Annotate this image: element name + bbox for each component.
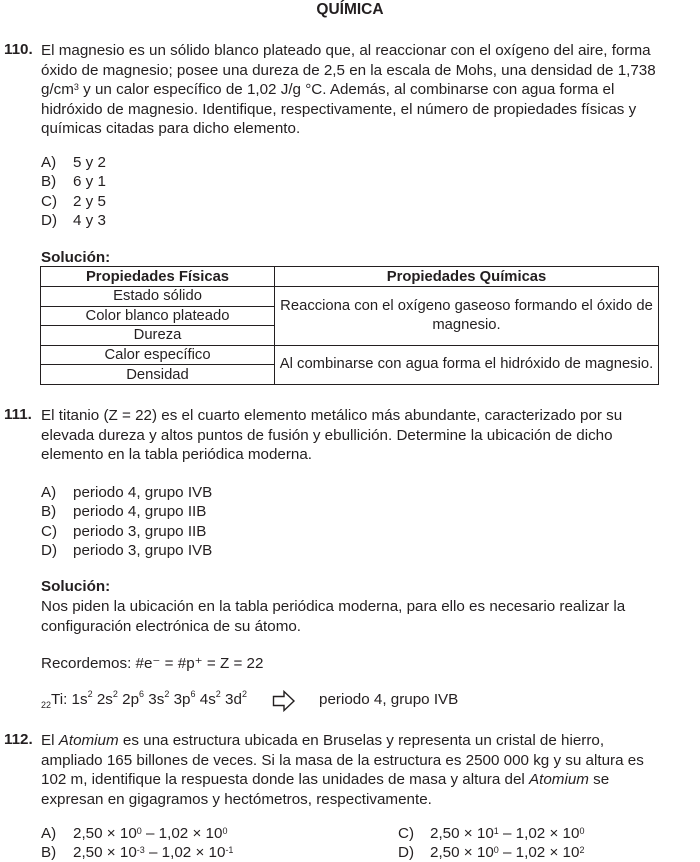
table-cell: Calor específico [41, 345, 275, 365]
properties-table [40, 266, 659, 385]
text-line: ampliado 165 billones de veces. Si la masa de la estructura es 2500 000 kg y su altura es [41, 751, 644, 769]
question-number: 112. [4, 731, 33, 748]
option-text: 4 y 3 [73, 212, 106, 230]
option-letter: A) [41, 825, 57, 842]
text-line: hidróxido de magnesio. Identifique, respectivamente, el número de propiedades físicas y [41, 100, 637, 118]
orbital: $2p^6$ [122, 689, 145, 708]
page-title: QUÍMICA [316, 1, 384, 18]
option[interactable]: B) $2,50 \times 10^{-3} - 1,02 \times 10^{-1}$ [41, 844, 234, 861]
option[interactable] [41, 153, 106, 172]
table-cell: Estado sólido [41, 287, 275, 307]
electron-configuration [41, 691, 247, 710]
config-result: periodo 4, grupo IVB [319, 691, 459, 708]
option-text: 6 y 1 [73, 173, 106, 191]
text-line: 102 m, identifique la respuesta donde las unidades de masa y altura del Atomium se [41, 771, 610, 788]
table-cell: Al combinarse con agua forma el hidróxido de magnesio. [275, 345, 659, 384]
option-letter: B) [41, 173, 57, 191]
option-letter: C) [398, 825, 415, 842]
text-line: Nos piden la ubicación en la tabla periódica moderna, para ello es necesario realizar la [41, 598, 626, 615]
table-cell: Color blanco plateado [41, 306, 275, 326]
options-list [41, 483, 212, 561]
orbital: $3d^2$ [225, 689, 247, 708]
option-text: 2,50 × 10 [430, 844, 494, 861]
option[interactable] [41, 541, 212, 560]
text-line: elevada dureza y altos puntos de fusión y ebullición. Determine la ubicación de dicho [41, 426, 613, 444]
text-line: óxido de magnesio; posee una dureza de 2,5 en la escala de Mohs, una densidad de 1,738 [41, 61, 656, 79]
table-cell: Reacciona con el oxígeno gaseoso formando el óxido de magnesio. [275, 287, 659, 346]
option-text: 5 y 2 [73, 154, 106, 171]
option-letter: D) [398, 844, 415, 861]
option-text: periodo 4, grupo IVB [73, 484, 213, 501]
option-letter: C) [41, 522, 58, 540]
question-text [41, 41, 697, 139]
table-header: Propiedades Químicas [275, 267, 659, 287]
option-text: 2,50 × 10 [73, 844, 137, 861]
unit-exponent: 3 [73, 82, 79, 92]
table-header: Propiedades Físicas [41, 267, 275, 287]
text-line: químicas citadas para dicho elemento. [41, 120, 301, 137]
question-number: 110. [4, 41, 33, 58]
option-letter: C) [41, 192, 58, 210]
orbital: $3s^2$ [148, 689, 170, 708]
option[interactable] [41, 192, 106, 211]
recall-line: Recordemos: #e⁻ = #p⁺ = Z = 22 [41, 655, 264, 672]
atomic-number: 22 [41, 700, 52, 711]
option-letter: B) [41, 844, 57, 861]
option[interactable] [41, 483, 212, 502]
text-line: El Atomium es una estructura ubicada en Bruselas y representa un cristal de hierro, [41, 732, 605, 749]
text-line: configuración electrónica de su átomo. [41, 617, 302, 635]
option-letter: B) [41, 503, 57, 521]
option[interactable] [41, 502, 212, 521]
table-cell: Dureza [41, 326, 275, 346]
option-text: 2,50 × 10 [73, 825, 137, 842]
option-letter: A) [41, 484, 57, 501]
option[interactable]: D) $2,50 \times 10^0 - 1,02 \times 10^2$ [398, 844, 585, 861]
solution-label: Solución: [41, 249, 111, 266]
text-line: El titanio (Z = 22) es el cuarto elemento metálico más abundante, caracterizado por su [41, 407, 623, 424]
element-symbol: Ti: [51, 691, 72, 708]
text-line: El magnesio es un sólido blanco plateado que, al reaccionar con el oxígeno del aire, forma [41, 42, 651, 59]
text-line: elemento en la tabla periódica moderna. [41, 446, 313, 463]
orbital: $3p^6$ [173, 689, 196, 708]
text-line [41, 80, 697, 100]
unit: g/cm [41, 81, 74, 98]
text-line-rest: y un calor específico de 1,02 J/g °C. Además, al combinarse con agua forma el [83, 81, 615, 98]
option[interactable]: A) $2,50 \times 10^0 - 1,02 \times 10^0$ [41, 825, 228, 842]
option[interactable] [41, 211, 106, 230]
option-letter: D) [41, 542, 58, 560]
option-text: 2 y 5 [73, 192, 106, 210]
solution-label: Solución: [41, 578, 111, 595]
question-text [41, 731, 697, 809]
option[interactable] [41, 172, 106, 191]
option-letter: D) [41, 212, 58, 230]
options-list [41, 153, 106, 231]
text-line: expresan en gigagramos y hectómetros, respectivamente. [41, 790, 432, 808]
right-arrow-icon [272, 690, 296, 712]
question-text [41, 406, 697, 465]
orbital: $4s^2$ [199, 689, 221, 708]
orbital: $2s^2$ [96, 689, 118, 708]
orbital: $1s^2$ [71, 689, 93, 708]
question-number: 111. [4, 406, 32, 423]
option-letter: A) [41, 154, 57, 171]
option-text: 2,50 × 10 [430, 825, 494, 842]
option[interactable] [41, 522, 212, 541]
table-cell: Densidad [41, 365, 275, 385]
option-text: periodo 3, grupo IIB [73, 522, 207, 540]
option[interactable]: C) $2,50 \times 10^1 - 1,02 \times 10^0$ [398, 825, 585, 842]
option-text: periodo 4, grupo IIB [73, 503, 207, 521]
option-text: periodo 3, grupo IVB [73, 542, 213, 560]
solution-text [41, 597, 697, 636]
